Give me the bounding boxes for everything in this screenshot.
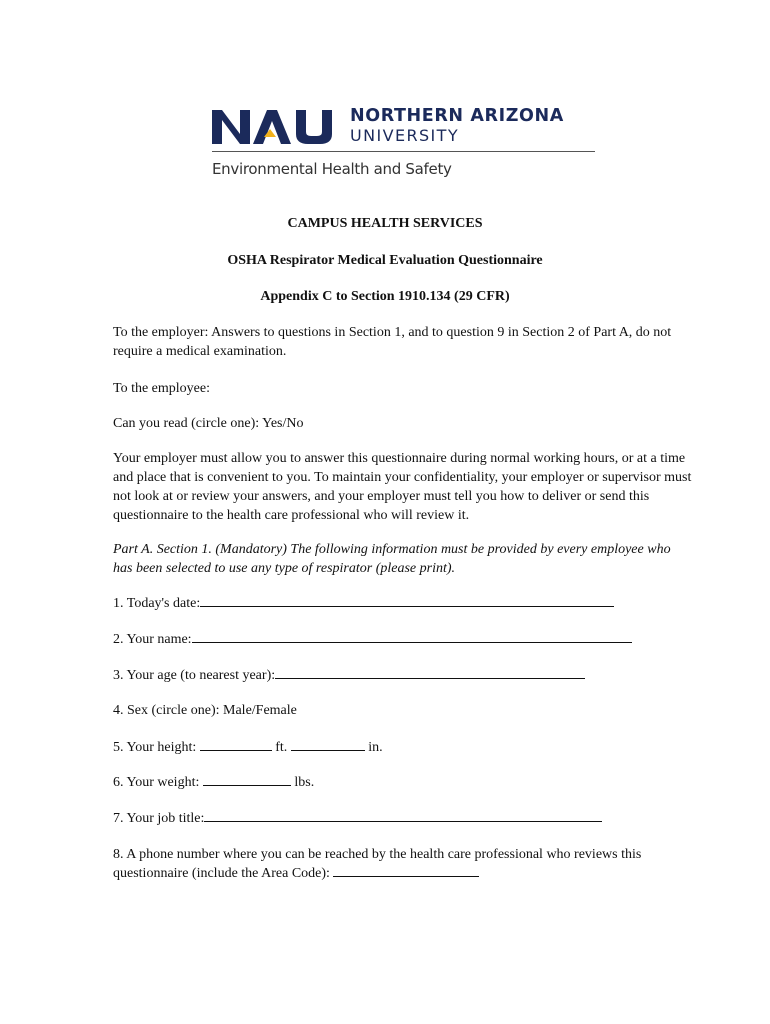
question-2-label: 2. Your name:: [113, 632, 192, 647]
to-employee-label: To the employee:: [113, 381, 210, 396]
weight-unit: lbs.: [294, 775, 315, 790]
nau-logo: [212, 103, 597, 183]
question-5-label: 5. Your height:: [113, 740, 197, 755]
height-inches-field[interactable]: [291, 737, 365, 751]
logo-divider: [212, 151, 595, 152]
question-7-label: 7. Your job title:: [113, 811, 205, 826]
question-3-label: 3. Your age (to nearest year):: [113, 668, 276, 683]
height-feet-field[interactable]: [200, 737, 272, 751]
question-4: 4. Sex (circle one): Male/Female: [113, 703, 297, 718]
name-field[interactable]: [192, 629, 632, 643]
can-read-question: Can you read (circle one): Yes/No: [113, 416, 304, 431]
question-1: [113, 593, 614, 613]
logo-name-line1: NORTHERN ARIZONA: [350, 106, 564, 126]
logo-name-line2: UNIVERSITY: [350, 126, 459, 145]
job-title-field[interactable]: [204, 808, 602, 822]
question-3: [113, 665, 585, 685]
question-5: [113, 737, 383, 757]
age-field[interactable]: [275, 665, 585, 679]
question-6: [113, 772, 314, 792]
nau-logo-mark: [212, 108, 342, 146]
height-inches-unit: in.: [368, 740, 383, 755]
part-a-section-1-intro: Part A. Section 1. (Mandatory) The following information must be provided by every employee who has been selected to use any type of respirator (please print).: [113, 542, 671, 576]
instructions-paragraph: Your employer must allow you to answer this questionnaire during normal working hours, or at a time and place that is convenient to you. To maintain your confidentiality, your employer or supervisor must not look at or review your answers, and your employer must tell you how to deliver or send this questionnaire to the health care professional who will review it.: [113, 451, 692, 523]
question-8-label: questionnaire (include the Area Code):: [113, 866, 330, 881]
question-7: [113, 808, 602, 828]
question-1-label: 1. Today's date:: [113, 596, 201, 611]
question-2: [113, 629, 632, 649]
department-name: Environmental Health and Safety: [212, 160, 452, 178]
heading-questionnaire-title: OSHA Respirator Medical Evaluation Questionnaire: [227, 253, 543, 268]
weight-field[interactable]: [203, 772, 291, 786]
heading-appendix: Appendix C to Section 1910.134 (29 CFR): [260, 289, 510, 304]
question-6-label: 6. Your weight:: [113, 775, 200, 790]
question-8-line1: 8. A phone number where you can be reached by the health care professional who reviews this: [113, 847, 642, 862]
todays-date-field[interactable]: [200, 593, 614, 607]
employer-note: To the employer: Answers to questions in Section 1, and to question 9 in Section 2 of Part A, do not require a medical examination.: [113, 325, 672, 359]
phone-number-field[interactable]: [333, 863, 479, 877]
height-feet-unit: ft.: [275, 740, 288, 755]
heading-campus-health: CAMPUS HEALTH SERVICES: [287, 216, 483, 231]
question-8-line2: [113, 863, 479, 883]
